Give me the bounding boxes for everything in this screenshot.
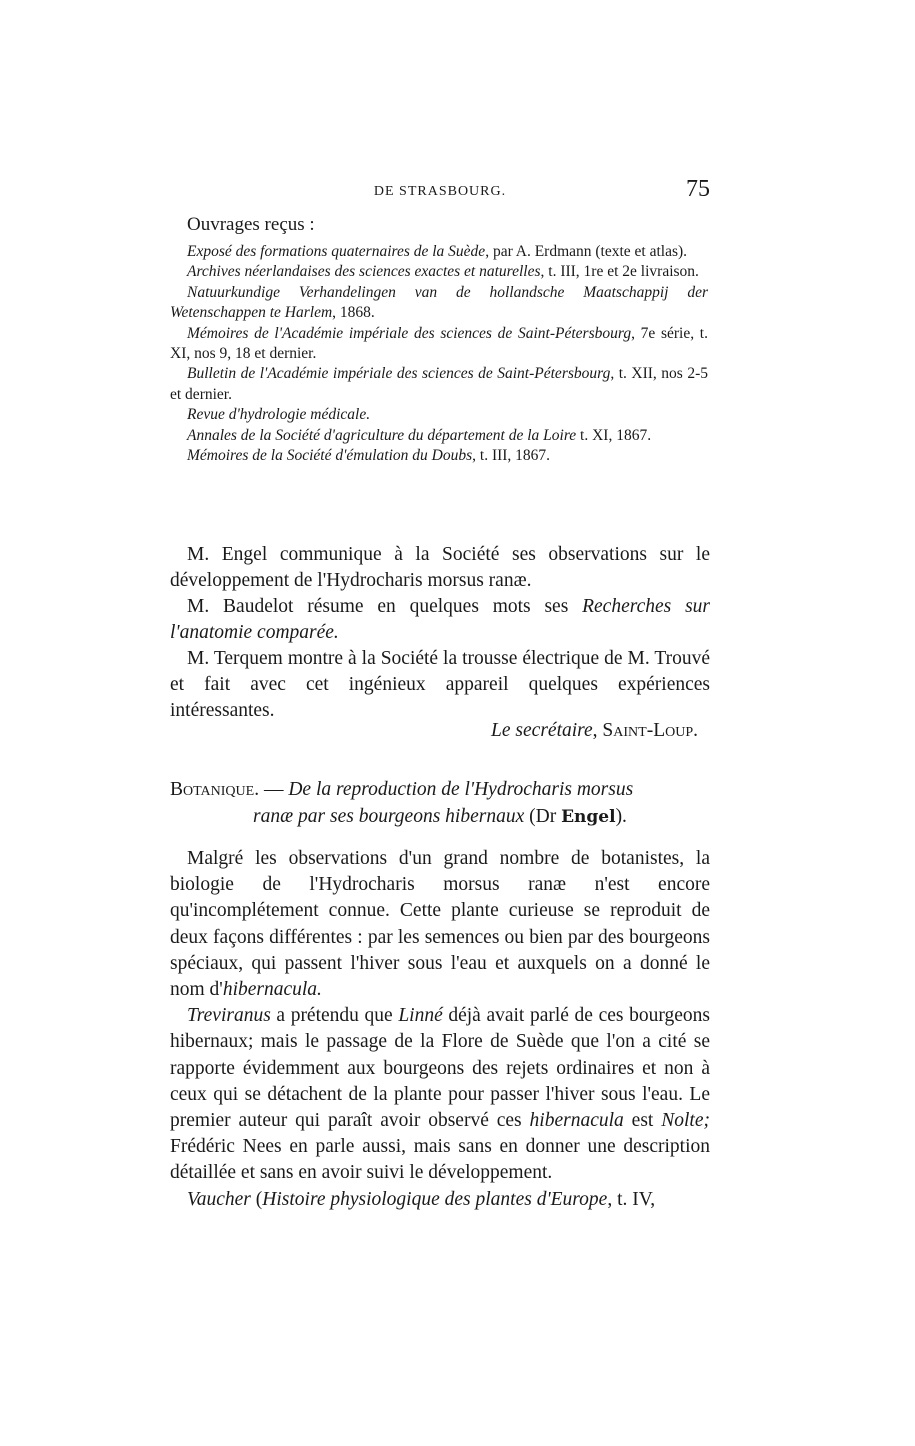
paragraph-text: ( xyxy=(250,1188,263,1210)
paragraph: M. Engel communique à la Société ses observations sur le développement de l'Hydrocharis morsus ranæ. xyxy=(170,544,710,591)
work-title: Archives néerlandaises des sciences exactes et naturelles xyxy=(187,263,541,281)
list-item xyxy=(170,242,708,262)
emphasis: hibernacula xyxy=(529,1110,624,1132)
work-details: , 1868. xyxy=(332,304,375,322)
paragraph xyxy=(170,846,710,1003)
emphasis: Vaucher xyxy=(187,1188,251,1210)
list-item xyxy=(170,446,708,466)
paragraph-text: M. Baudelot résume en quelques mots ses xyxy=(187,596,583,617)
work-details: , t. XII, nos 2-5 et dernier. xyxy=(170,365,708,403)
paragraph-text: est xyxy=(623,1110,662,1132)
work-title: Exposé des formations quaternaires de la Suède xyxy=(187,243,486,260)
paragraph-text: déjà avait parlé de ces bourgeons hibernaux; mais le passage de la Flore de Suède que l'on a cité se rapporte évidemment aux bourgeons des rejets ordinaires et non à ceux qui se détachent de la plante pour passer l'hiver sous l'eau. Le premier auteur qui paraît avoir observé ces xyxy=(170,1005,710,1132)
work-title: Recherches sur l'anatomie comparée. xyxy=(170,596,710,643)
signature-separator: , xyxy=(592,720,603,741)
paragraph xyxy=(170,594,710,646)
emphasis: Linné xyxy=(398,1005,443,1027)
section-label: Botanique. xyxy=(170,779,260,800)
author-close: ). xyxy=(615,806,627,827)
paragraph-text: a prétendu que xyxy=(270,1005,399,1027)
emphasis: Nolte; xyxy=(661,1110,710,1132)
section-title-line-2 xyxy=(170,803,710,831)
section-dash: — xyxy=(259,779,289,800)
work-details: t. XI, 1867. xyxy=(576,426,652,444)
article-title-part-1: De la reproduction de l'Hydrocharis morsus xyxy=(288,779,634,800)
paragraph: M. Terquem montre à la Société la trousse électrique de M. Trouvé et fait avec cet ingénieux appareil quelques expériences intéressantes. xyxy=(170,648,710,721)
list-item xyxy=(170,283,708,324)
list-item xyxy=(170,426,708,446)
work-title: Natuurkundige Verhandelingen van de hollandsche Maatschappij der Wetenschappen te Harlem xyxy=(170,283,708,322)
emphasis: Treviranus xyxy=(187,1005,271,1027)
paragraph xyxy=(170,1003,710,1186)
paragraph-text: Frédéric Nees en parle aussi, mais sans en donner une description détaillée et sans en avoir suivi le développement. xyxy=(170,1136,710,1184)
work-details: , t. III, 1867. xyxy=(472,447,551,465)
received-works-list xyxy=(170,242,708,466)
work-title: Mémoires de la Société d'émulation du Doubs xyxy=(187,447,473,465)
list-item xyxy=(170,262,708,282)
minutes-text xyxy=(170,542,710,724)
work-details: , par A. Erdmann (texte et atlas). xyxy=(485,243,688,260)
secretary-signature xyxy=(491,720,698,742)
page-header xyxy=(170,176,710,206)
article-author: Engel xyxy=(561,807,616,827)
work-title: Bulletin de l'Académie impériale des sciences de Saint-Pétersbourg xyxy=(187,365,611,383)
list-item xyxy=(170,364,708,405)
article-body xyxy=(170,846,710,1213)
section-title xyxy=(170,776,710,831)
paragraph-text: Malgré les observations d'un grand nombre de botanistes, la biologie de l'Hydrocharis morsus ranæ n'est encore qu'incomplétement connue. Cette plante curieuse se reproduit de deux façons différentes : par les semences ou bien par des bourgeons spéciaux, qui passent l'hiver sous l'eau et auxquels on a donné le nom d' xyxy=(170,848,710,1001)
author-open: (Dr xyxy=(524,806,562,827)
emphasis: hibernacula. xyxy=(222,979,322,1001)
paragraph xyxy=(170,1187,710,1213)
work-details: , 7e série, t. XI, nos 9, 18 et dernier. xyxy=(170,324,708,363)
work-details: , t. III, 1re et 2e livraison. xyxy=(540,263,699,281)
signature-role: Le secrétaire xyxy=(491,720,593,741)
ouvrages-heading: Ouvrages reçus : xyxy=(187,214,315,235)
list-item xyxy=(170,324,708,365)
work-title: Annales de la Société d'agriculture du département de la Loire xyxy=(187,426,577,444)
section-title-line-1 xyxy=(170,776,710,803)
signature-name: Saint-Loup. xyxy=(602,720,698,741)
page-number: 75 xyxy=(686,176,710,202)
paragraph-text: , t. IV, xyxy=(607,1188,656,1210)
work-title: Mémoires de l'Académie impériale des sciences de Saint-Pétersbourg xyxy=(187,324,632,342)
running-title: DE STRASBOURG. xyxy=(373,184,507,199)
list-item xyxy=(170,405,708,425)
article-title-part-2: ranæ par ses bourgeons hibernaux xyxy=(253,806,525,827)
work-title: Revue d'hydrologie médicale. xyxy=(187,406,371,424)
emphasis: Histoire physiologique des plantes d'Europe xyxy=(262,1188,608,1210)
